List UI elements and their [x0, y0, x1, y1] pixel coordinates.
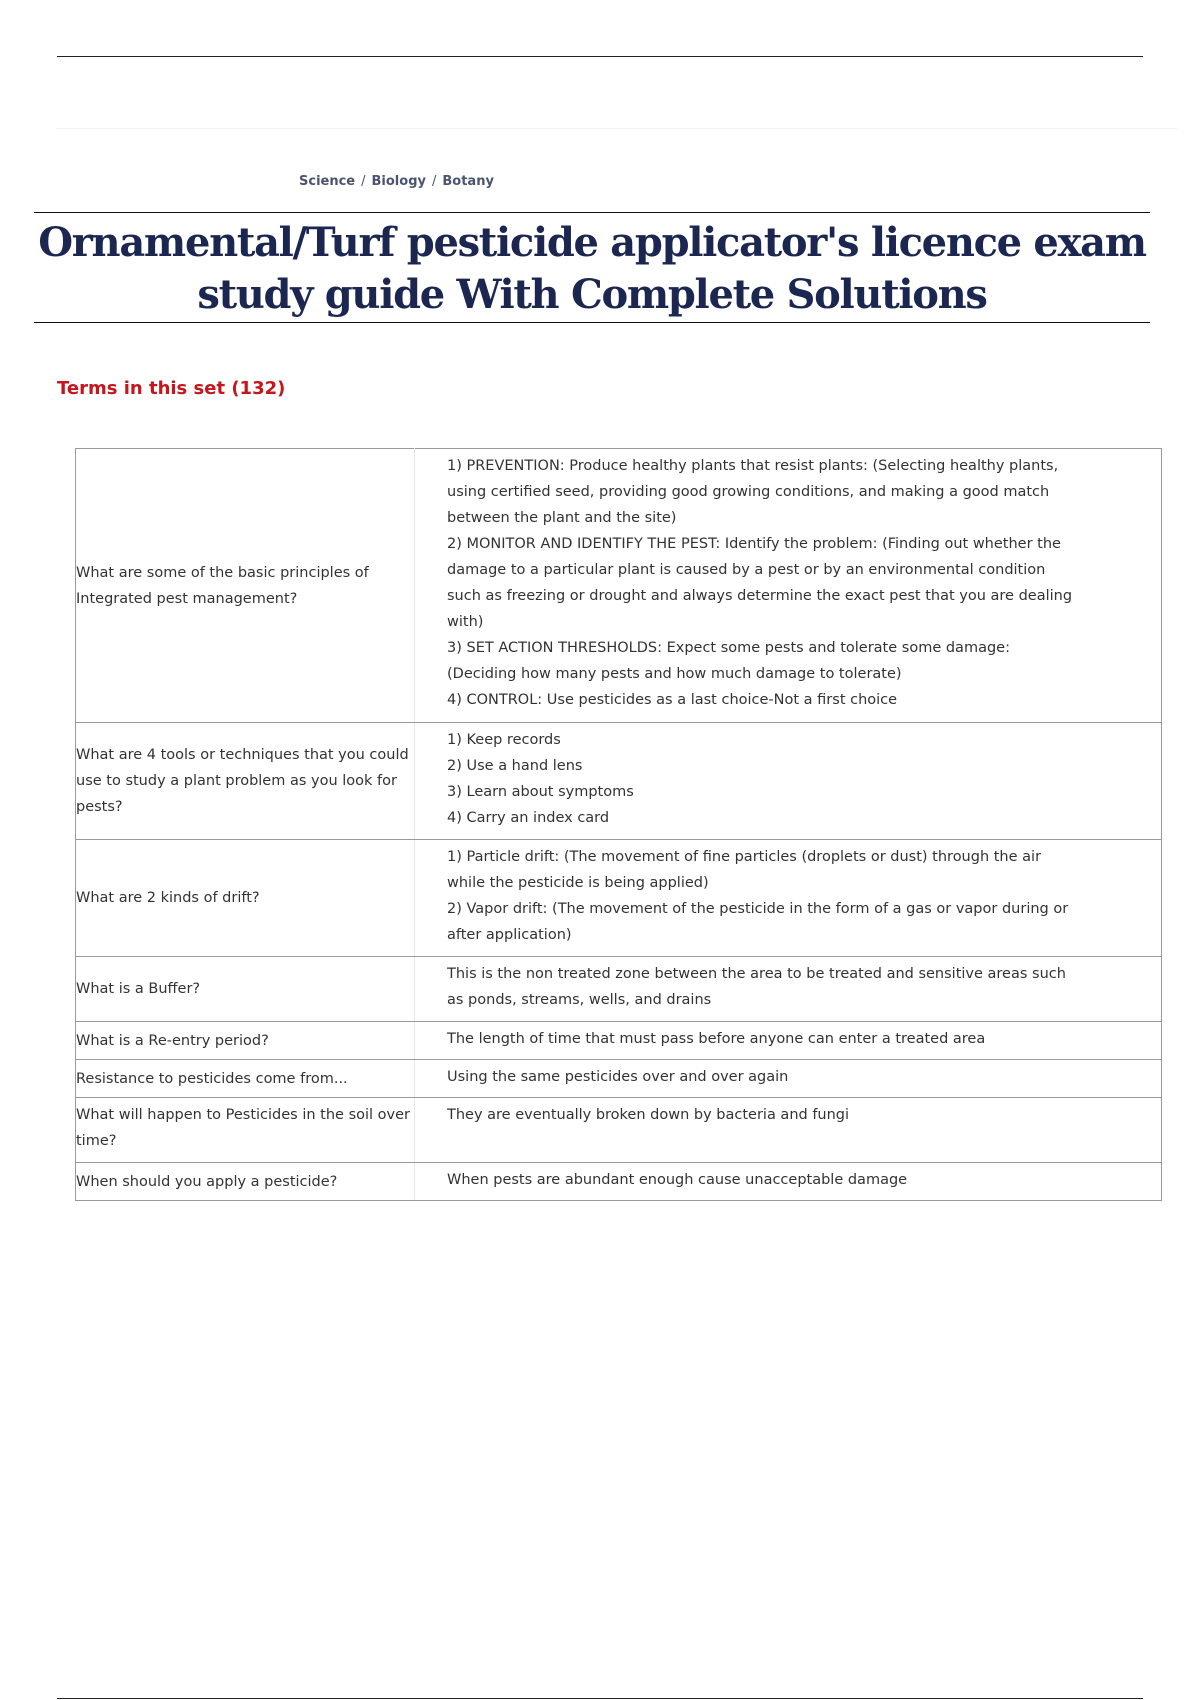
table-row: [76, 1098, 1162, 1163]
term-cell: What are 4 tools or techniques that you could use to study a plant problem as you look for pests?: [76, 723, 415, 840]
breadcrumb-separator: /: [361, 174, 366, 189]
definition-cell: [415, 1163, 1162, 1201]
definition-line: 1) Particle drift: (The movement of fine particles (droplets or dust) through the air while the pesticide is being applied): [447, 849, 1042, 891]
definition-line: 1) PREVENTION: Produce healthy plants that resist plants: (Selecting healthy plants, using certified seed, providing good growing conditions, and making a good match between the plant and the site): [447, 458, 1059, 526]
title-block: [34, 212, 1150, 323]
bottom-rule: [57, 1698, 1143, 1699]
definition-cell: [415, 840, 1162, 957]
table-row: [76, 1022, 1162, 1060]
terms-count-heading: Terms in this set (132): [57, 378, 286, 399]
definition-cell: [415, 449, 1162, 723]
definition-line: 4) Carry an index card: [447, 810, 610, 826]
definition-cell: [415, 723, 1162, 840]
definition-line: Using the same pesticides over and over again: [447, 1069, 789, 1085]
table-row: [76, 723, 1162, 840]
definition-cell: [415, 1098, 1162, 1163]
definition-line: 3) SET ACTION THRESHOLDS: Expect some pests and tolerate some damage: (Deciding how many pests and how much damage to tolerate): [447, 640, 1010, 682]
definition-cell: [415, 1022, 1162, 1060]
definition-line: 2) MONITOR AND IDENTIFY THE PEST: Identify the problem: (Finding out whether the damage to a particular plant is caused by a pest or by an environmental condition such as freezing or drought and always determine the exact pest that you are dealing with): [447, 536, 1073, 630]
header-divider: [57, 128, 1177, 129]
definition-line: 2) Use a hand lens: [447, 758, 583, 774]
definition-line: This is the non treated zone between the area to be treated and sensitive areas such as ponds, streams, wells, and drains: [447, 966, 1066, 1008]
definition-line: When pests are abundant enough cause unacceptable damage: [447, 1172, 908, 1188]
definition-line: They are eventually broken down by bacteria and fungi: [447, 1107, 850, 1123]
terms-table: [75, 448, 1162, 1201]
definition-line: The length of time that must pass before anyone can enter a treated area: [447, 1031, 986, 1047]
definition-cell: [415, 1060, 1162, 1098]
breadcrumb-botany-link[interactable]: Botany: [442, 174, 494, 189]
table-row: [76, 449, 1162, 723]
page-title: Ornamental/Turf pesticide applicator's licence exam study guide With Complete Solutions: [38, 219, 1146, 318]
table-row: [76, 957, 1162, 1022]
breadcrumb-science-link[interactable]: Science: [299, 174, 356, 189]
term-cell: What are 2 kinds of drift?: [76, 840, 415, 957]
term-cell: What will happen to Pesticides in the soil over time?: [76, 1098, 415, 1163]
table-row: [76, 840, 1162, 957]
definition-line: 1) Keep records: [447, 732, 561, 748]
breadcrumb-biology-link[interactable]: Biology: [371, 174, 426, 189]
table-row: [76, 1163, 1162, 1201]
term-cell: What are some of the basic principles of Integrated pest management?: [76, 449, 415, 723]
term-cell: Resistance to pesticides come from...: [76, 1060, 415, 1098]
definition-cell: [415, 957, 1162, 1022]
term-cell: When should you apply a pesticide?: [76, 1163, 415, 1201]
definition-line: 3) Learn about symptoms: [447, 784, 634, 800]
breadcrumb-separator: /: [431, 174, 437, 189]
term-cell: What is a Buffer?: [76, 957, 415, 1022]
definition-line: 4) CONTROL: Use pesticides as a last choice-Not a first choice: [447, 692, 898, 708]
top-rule: [57, 56, 1143, 57]
table-row: [76, 1060, 1162, 1098]
term-cell: What is a Re-entry period?: [76, 1022, 415, 1060]
definition-line: 2) Vapor drift: (The movement of the pesticide in the form of a gas or vapor during or after application): [447, 901, 1069, 943]
breadcrumb: [299, 174, 494, 189]
